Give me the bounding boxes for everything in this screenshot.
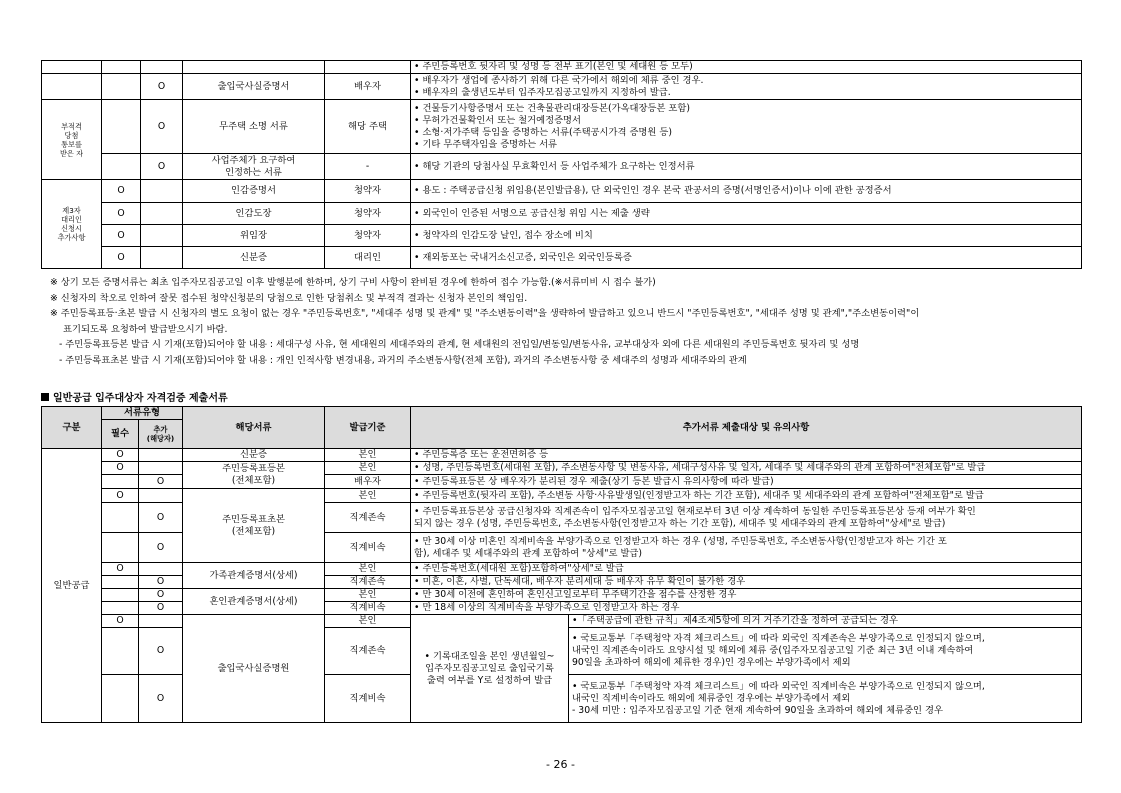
table-cell: O — [102, 180, 141, 203]
table-cell: 해당 주택 — [325, 100, 411, 154]
note-line: ※ 주민등록표등·초본 발급 시 신청자의 별도 요청이 없는 경우 "주민등록번호", "세대주 성명 및 관계" 및 "주소변동이력"을 생략하여 발급하고 있으니 반드시 "주민등록번호", "세대주 성명 및 관계","주소변동이력"이 — [50, 308, 920, 320]
notes-block — [50, 275, 1080, 369]
header-notes: 추가서류 제출대상 및 유의사항 — [411, 407, 1082, 449]
note-line: ※ 신청자의 착오로 인하여 잘못 접수된 청약신청분의 당첨으로 인한 당첨취소 및 부적격 결과는 신청자 본인의 책임임. — [50, 292, 528, 304]
page-number: - 26 - — [546, 758, 575, 771]
table-cell: 청약자 — [325, 180, 411, 203]
table-cell: 위임장 — [183, 225, 325, 247]
table-cell: - — [325, 154, 411, 180]
table-cell: 출입국사실증명서 — [183, 74, 325, 100]
note-line: - 주민등록표초본 발급 시 기재(포함)되어야 할 내용 : 개인 인적사항 변경내용, 과거의 주소변동사항(전체 포함), 과거의 주소변동사항 중 세대주의 성명과 세대주와의 관계 — [59, 354, 747, 366]
table-cell: • 청약자의 인감도장 날인, 접수 장소에 비치 — [411, 225, 1082, 247]
table-cell: 청약자 — [325, 225, 411, 247]
note-line: 표기되도록 요청하여 발급받으시기 바람. — [63, 323, 228, 335]
table-cell: 사업주체가 요구하여 인정하는 서류 — [183, 154, 325, 180]
table-cell: O — [102, 203, 141, 225]
header-basis: 발급기준 — [325, 407, 411, 449]
table-cell: • 주민등록번호 뒷자리 및 성명 등 전부 표기(본인 및 세대원 등 모두) — [411, 61, 1082, 74]
category-cell: 부적격 당첨 통보를 받은 자 — [42, 100, 102, 180]
header-required: 필수 — [102, 420, 139, 449]
table-cell: 배우자 — [325, 74, 411, 100]
table-cell: O — [102, 225, 141, 247]
table-cell: 인감증명서 — [183, 180, 325, 203]
note-line: - 주민등록표등본 발급 시 기재(포함)되어야 할 내용 : 세대구성 사유, 현 세대원의 세대주와의 관계, 현 세대원의 전입일/변동일/변동사유, 교부대상자 외에 다른 세대원의 주민등록번호 뒷자리 및 성명 — [59, 339, 860, 351]
proxy-documents-table — [41, 60, 1082, 269]
table-cell: • 용도 : 주택공급신청 위임용(본인발급용), 단 외국인인 경우 본국 관공서의 증명(서명인증서)이나 이에 관한 공정증서 — [411, 180, 1082, 203]
table-cell: O — [141, 154, 183, 180]
header-additional: 추가 (해당자) — [139, 420, 183, 449]
square-bullet-icon — [41, 393, 49, 401]
table-cell: O — [141, 100, 183, 154]
general-supply-documents-table: 구분 서류유형 해당서류 발급기준 추가서류 제출대상 및 유의사항 필수 추가 (해당자) 일반공급 O 신분증 본인 • 주민등록증 또는 운전면허증 등 O 주민등록표등본 (전체포함) 본인 • 성명, 주민등록번호(세대원 포함), 주소변동사항 및 변동사유, 세대구성사유 및 일자, 세대주 및 세대주와의 관계 포함하여"전체포함"로 발급 O 배우자 • 주민등록표등본 상 배우자가 분리된 경우 제출(상기 등본 발급시 유의사항에 따라 발급) O 주민등록표초본 (전체포함) 본인 • 주민등록번호(뒷자리 포함), 주소변동 사항·사유발생일(인정받고자 하는 기간 포함), 세대주 및 세대주와의 관계 포함하여"전체포함"로 발급 O 직계존속 • 주민등록표등본상 공급신청자와 직계존속이 입주자모집공고일 현재로부터 3년 이상 계속하여 동일한 주민등록표등본상 등재 여부가 확인 되지 않는 경우 (성명, 주민등록번호, 주소변동사항(인정받고자 하는 기간 포함), 세대주 및 세대주와의 관계 포함하여"상세"로 발급) O 직계비속 • 만 30세 이상 미혼인 직계비속을 부양가족으로 인정받고자 하는 경우 (성명, 주민등록번호, 주소변동사항(인정받고자 하는 기간 포 함), 세대주 및 세대주와의 관계 포함하여 "상세"로 발급) O 가족관계증명서(상세) 본인 • 주민등록번호(세대원 포함)포함하여"상세"로 발급 O 직계존속 • 미혼, 이혼, 사별, 단독세대, 배우자 분리세대 등 배우자 유무 확인이 불가한 경우 O 혼인관계증명서(상세) 본인 • 만 30세 이전에 혼인하여 혼인신고일로부터 무주택기간을 점수를 산정한 경우 O 직계비속 • 만 18세 이상의 직계비속을 부양가족으로 인정받고자 하는 경우 O 출입국사실증명원 본인 • 기록대조일을 본인 생년월일~ 입주자모집공고일로 출입국기록 출력 여부를 Y로 설정하여 발급 •「주택공급에 관한 규칙」제4조제5항에 의거 거주기간을 정하여 공급되는 경우 O 직계존속 • 국토교통부「주택청약 자격 체크리스트」에 따라 외국인 직계존속은 부양가족으로 인정되지 않으며, 내국인 직계존속이라도 요양시설 및 해외에 체류 중(입주자모집공고일 기준 최근 3년 이내 계속하여 90일을 초과하여 해외에 체류한 경우)인 경우에는 부양가족에서 제외 O 직계비속 • 국토교통부「주택청약 자격 체크리스트」에 따라 외국인 직계비속은 부양가족으로 인정되지 않으며, 내국인 직계비속이라도 해외에 체류중인 경우에는 부양가족에서 제외 - 30세 미만 : 입주자모집공고일 기준 현재 계속하여 90일을 초과하여 해외에 체류중인 경우 — [41, 406, 1082, 723]
table-cell: 청약자 — [325, 203, 411, 225]
section-title: 일반공급 입주대상자 자격검증 제출서류 — [41, 389, 228, 404]
note-line: ※ 상기 모든 증명서류는 최초 입주자모집공고일 이후 발행분에 한하며, 상기 구비 사항이 완비된 경우에 한하여 접수 가능함.(※서류미비 시 접수 불가) — [50, 277, 656, 288]
table-cell: • 재외동포는 국내거소신고증, 외국인은 외국인등록증 — [411, 247, 1082, 269]
table-cell: • 건물등기사항증명서 또는 건축물관리대장등본(가옥대장등본 포함) • 무허가건물확인서 또는 철거예정증명서 • 소형·저가주택 등임을 증명하는 서류(주택공시가격 증명원 등) • 기타 무주택자임을 증명하는 서류 — [411, 100, 1082, 154]
table-cell: O — [141, 74, 183, 100]
table-cell: 대리인 — [325, 247, 411, 269]
table-cell: 인감도장 — [183, 203, 325, 225]
category-cell: 제3자 대리인 신청시 추가사항 — [42, 180, 102, 269]
header-document: 해당서류 — [183, 407, 325, 449]
table-cell: • 해당 기관의 당첨사실 무효확인서 등 사업주체가 요구하는 인정서류 — [411, 154, 1082, 180]
header-category: 구분 — [42, 407, 102, 449]
header-doctype: 서류유형 — [102, 407, 183, 420]
category-cell: 일반공급 — [42, 449, 102, 723]
table-cell: • 외국인이 인증된 서명으로 공급신청 위임 시는 제출 생략 — [411, 203, 1082, 225]
table-cell: • 배우자가 생업에 종사하기 위해 다른 국가에서 해외에 체류 중인 경우. • 배우자의 출생년도부터 입주자모집공고일까지 지정하여 발급. — [411, 74, 1082, 100]
table-cell: O — [102, 247, 141, 269]
table-cell: 무주택 소명 서류 — [183, 100, 325, 154]
table-cell: 신분증 — [183, 247, 325, 269]
